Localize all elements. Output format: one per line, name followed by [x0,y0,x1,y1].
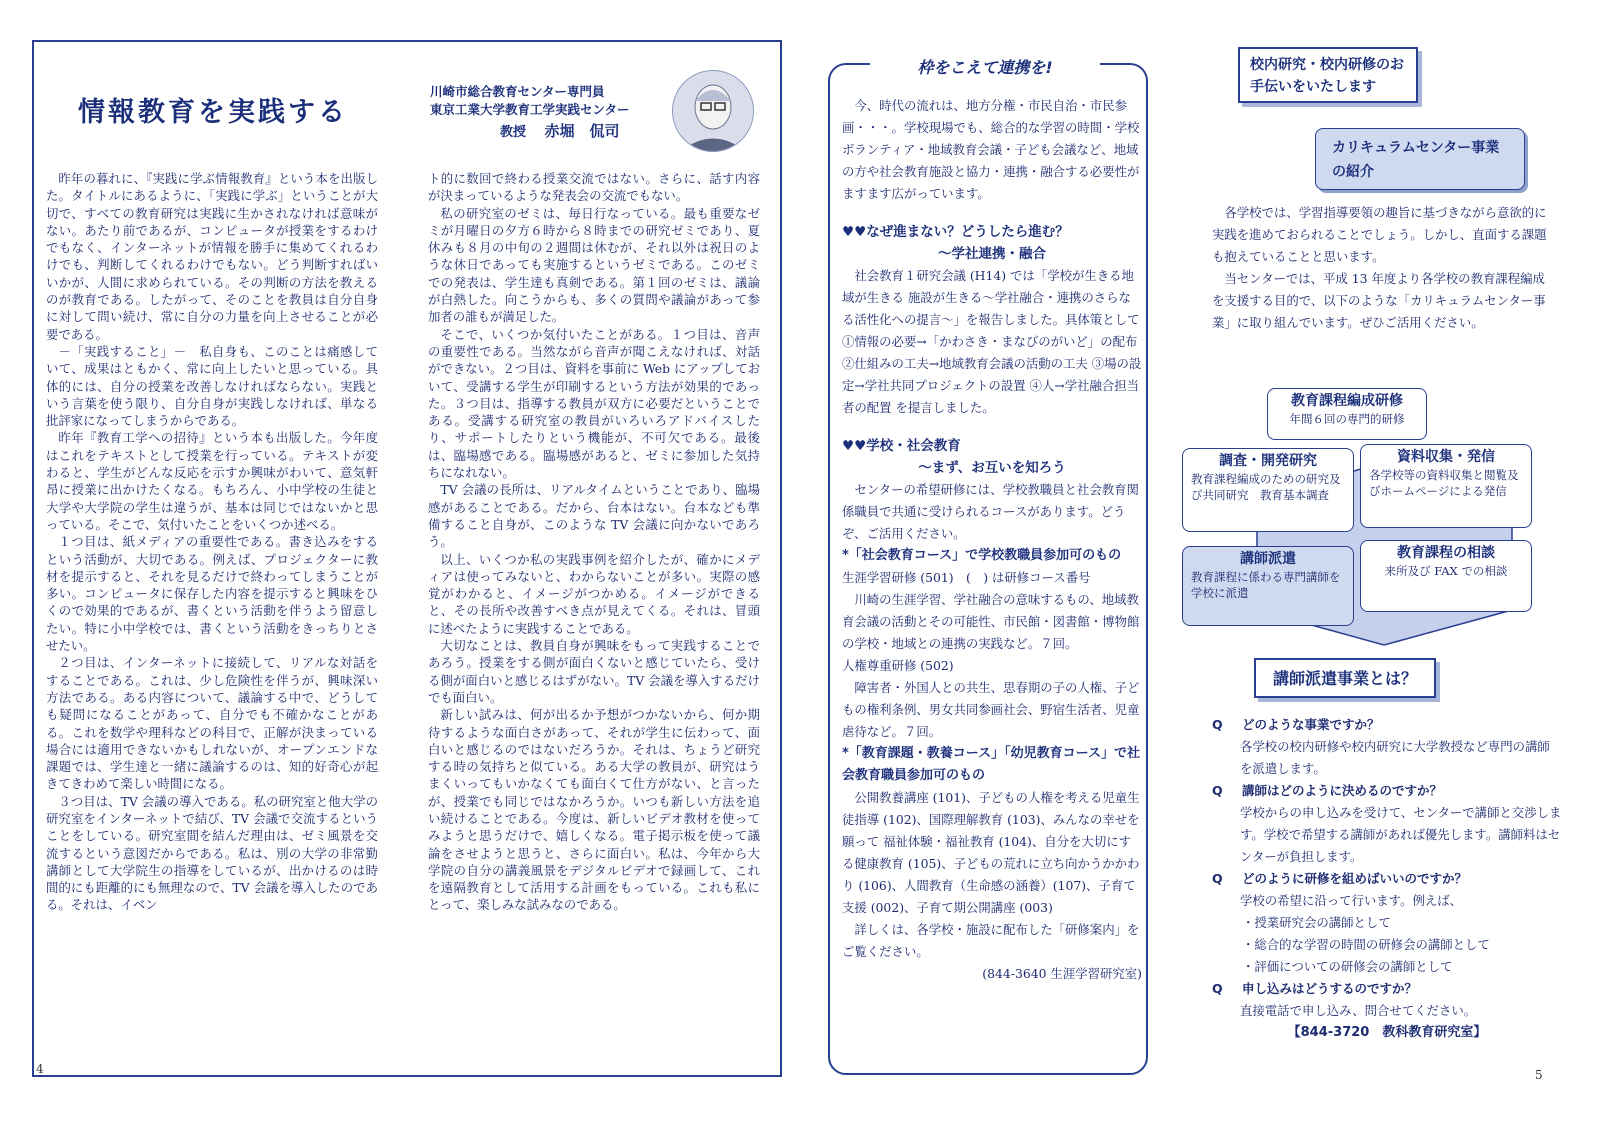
diagram-node-lecturer-dispatch [1182,546,1354,626]
author-name: 赤堀 侃司 [544,122,620,140]
answer-3: 学校の希望に沿って行います。例えば、 [1240,893,1463,908]
collaboration-intro: 今、時代の流れは、地方分権・市民自治・市民参画・・・。学校現場でも、総合的な学習の時間・学校ボランティア・地域教育会議・子ども会議など、地域の方や社会教育施設と協力・連携・融合する必要性がますます広がっています。 [842,98,1140,201]
author-affiliation-2: 東京工業大学教育工学実践センター [430,102,630,117]
bullet-item: ・授業研究会の講師として [1242,915,1391,930]
author-line [500,120,620,141]
course-group2-body: 公開教養講座 (101)、子どもの人権を考える児童生徒指導 (102)、国際理解教育 (103)、みんなの幸せを願って 福祉体験・福祉教育 (104)、自分を大切にする健康教育 (105)、子どもの荒れに立ち向かうかかわり (106)、人間教育（生命感の涵養）(107)、子育て支援 (002)、子育て期公開講座 (003) [842,790,1140,915]
collaboration-content [842,95,1142,985]
author-photo [672,70,754,152]
answer-1: 各学校の校内研修や校内研究に大学教授など専門の講師を派遣します。 [1240,739,1550,776]
node-title: 資料収集・発信 [1397,449,1495,465]
curriculum-para-2: 当センターでは、平成 13 年度より各学校の教育課程編成を支援する目的で、以下のような「カリキュラムセンター事業」に取り組んでいます。ぜひご活用ください。 [1212,271,1546,330]
lifelong-learning-contact: (844-3640 生涯学習研究室) [982,966,1142,981]
collaboration-heading: 枠をこえて連携を! [870,55,1100,79]
diagram-node-research [1182,448,1354,532]
page-number-right: 5 [1535,1068,1543,1082]
question-text: 講師はどのように決めるのですか？ [1242,783,1443,798]
article-paragraph: 以上、いくつか私の実践事例を紹介したが、確かにメディアは使ってみないと、わからないことが多い。実際の感覚がわかると、イメージがつかめる。イメージができると、その長所や改善すべき点が見えてくる。それは、冒頭に述べたように実践することである。 [428,551,760,636]
dispatch-qa [1212,714,1562,1044]
answer-2: 学校からの申し込みを受けて、センターで講師と交渉します。学校で希望する講師があれば優先します。講師料はセンターが負担します。 [1240,805,1562,864]
node-body: 教育課程に係わる専門講師を学校に派遣 [1191,570,1341,600]
article-paragraph: －「実践すること」－ 私自身も、このことは痛感していて、成果はともかく、常に向上したいと思っている。具体的には、自分の授業を改善しなければならない。実践という言葉を使う限り、自分自身が実践しなければ、単なる批評家になってしまうからである。 [46,343,378,429]
question-4 [1212,978,1562,1000]
node-title: 教育課程の相談 [1397,545,1495,561]
article-column-2 [428,170,760,914]
course-group2-title: *「教育課題・教養コース」「幼児教育コース」で社会教育職員参加可のもの [842,746,1140,783]
author-affiliation-1: 川崎市総合教育センター専門員 [430,84,605,99]
course2-line: 人権尊重研修 (502) [842,658,954,673]
section1-title: ♥♥なぜ進まない？どうしたら進む？ [842,224,1069,240]
article-paragraph: 新しい試みは、何が出るか予想がつかないから、何か期待するような面白さがあって、それが学生に伝わって、面白いと感じるのではないだろうか。それは、ちょうど研究する時の気持ちと似ている。ある大学の教員が、研究はうまくいってもいかなくても面白くて仕方がない、と言ったが、授業でも同じではなかろうか。いつも新しい方法を追い続けることである。今度は、新しいビデオ教材を使ってみようと思うだけで、嬉しくなる。電子掲示板を使って議論をさせようと思うと、さらに面白い。私は、今年から大学院の自分の講義風景をデジタルビデオで録画して、これを遠隔教育として活用する計画をもっている。これも私にとって、楽しみな試みなのである。 [428,707,760,913]
node-body: 来所及び FAX での相談 [1384,564,1508,578]
question-2 [1212,780,1562,802]
article-paragraph: TV 会議の長所は、リアルタイムということであり、臨場感があることである。だから、台本はない。台本なども準備すること自身が、このような TV 会議に向かないであろう。 [428,482,760,550]
section1-subtitle: ～学社連携・融合 [938,246,1046,262]
article-paragraph: 私の研究室のゼミは、毎日行なっている。最も重要なゼミが月曜日の夕方６時から８時までの研究ゼミであり、夏休みも８月の中旬の２週間は休むが、それ以外は祝日のような休日であっても実施するというゼミである。このゼミでの発表は、学生達も真剣である。第１回のゼミは、議論が白熱した。向こうからも、多くの質問や議論があって参加者の誰もが満足した。 [428,205,760,325]
section2-title: ♥♥学校・社会教育 [842,438,961,454]
section2-subtitle: ～まず、お互いを知ろう [918,460,1066,476]
article-paragraph: ト的に数回で終わる授業交流ではない。さらに、話す内容が決まっているような発表会の交流でもない。 [428,171,760,204]
q-mark: Q [1212,981,1223,996]
answer-4: 直接電話で申し込み、問合せてください。 [1240,1003,1477,1018]
article-paragraph: そこで、いくつか気付いたことがある。１つ目は、音声の重要性である。当然ながら音声が聞こえなければ、対話ができない。２つ目は、資料を事前に Web にアップしておいて、受講する学生が印刷するという方法が効果的であった。３つ目は、指導する教員が双方に必要だということである。受講する研究室の教員がいろいろアドバイスしたり、サポートしたりという機能が、不可欠である。最後は、臨場感である。臨場感があると、ゼミに参加した気持ちになれない。 [428,326,760,481]
node-body: 各学校等の資料収集と閲覧及びホームページによる発信 [1369,468,1519,498]
node-title: 講師派遣 [1240,551,1296,567]
author-position: 教授 [500,125,527,140]
q-mark: Q [1212,783,1223,798]
question-1 [1212,714,1562,736]
question-3 [1212,868,1562,890]
q-mark: Q [1212,871,1223,886]
node-title: 調査・開発研究 [1219,453,1317,469]
diagram-node-consultation [1360,540,1532,612]
diagram-node-materials [1360,444,1532,528]
curriculum-center-label: カリキュラムセンター事業の紹介 [1315,128,1525,190]
bullet-item: ・評価についての研修会の講師として [1242,959,1453,974]
article-paragraph: 昨年の暮れに、『実践に学ぶ情報教育』という本を出版した。タイトルにあるように、「実践に学ぶ」ということが大切で、すべての教育研究は実践に生かされなければ意味がない。あたり前であるが、コンピュータが授業をするわけでもなく、インターネットが情報を勝手に集めてくれるわけでも、判断してくれるわけでもない。どう判断すればいいかが、人間に求められている。その判断の方法を教えるのが教育である。したがって、そのことを教員は自分自身に対して問い続け、常に自分の力量を向上させることが必要である。 [46,171,378,342]
diagram-node-curriculum-training [1267,388,1427,440]
article-title: 情報教育を実践する [78,97,348,128]
section1-body: 社会教育１研究会議 (H14) では「学校が生きる地域が生きる 施設が生きる～学社融合・連携のさらなる活性化への提言～」を報告しました。具体策として ①情報の必要→「かわさき・まなびのがいど」の配布 ②仕組みの工夫→地域教育会議の活動の工夫 ③場の設定→学社共同プロジェクトの設置 ④人→学社融合担当者の配置 を提言しました。 [842,268,1142,415]
article-paragraph: １つ目は、紙メディアの重要性である。書き込みをするという活動が、大切である。例えば、プロジェクターに教材を提示すると、それを見るだけで終わってしまうことが多い。コンピュータに保存した内容を提示すると興味をひくので効果的であるが、書くという活動を伴うよう留意したい。特に小中学校では、書くという活動をきっちりとさせたい。 [46,534,378,654]
section2-body: センターの希望研修には、学校教職員と社会教育関係職員で共通に受けられるコースがあります。どうぞ、ご活用ください。 [842,482,1139,541]
course1-line: 生涯学習研修 (501) ( ) は研修コース番号 [842,570,1091,585]
course1-description: 川崎の生涯学習、学社融合の意味するもの、地域教育会議の活動とその可能性、市民館・図書館・博物館の学校・地域との連携の実践など。７回。 [842,592,1140,651]
question-text: どのように研修を組めばいいのですか？ [1242,871,1468,886]
course1-title: *「社会教育コース」で学校教職員参加可のもの [842,548,1122,563]
node-body: 年間６回の専門的研修 [1289,412,1405,426]
support-tagline: 校内研究・校内研修のお手伝いをいたします [1238,47,1418,103]
curriculum-intro [1212,202,1552,334]
question-text: 申し込みはどうするのですか？ [1242,981,1418,996]
article-paragraph: ２つ目は、インターネットに接続して、リアルな対話をすることである。これは、少し危険性を伴うが、興味深い方法である。ある内容について、議論する中で、どうしても疑問になることがあって、自分でも不確かなことがある。これを数学や理科などの科目で、正解が決まっている場合には適用できないかもしれないが、オープンエンドな課題では、学生達と一緒に議論するのは、知的好奇心が起きてきわめて楽しい時間になる。 [46,655,378,792]
curriculum-para-1: 各学校では、学習指導要領の趣旨に基づきながら意欲的に実践を進めておられることでしょう。しかし、直面する課題も抱えていることと思います。 [1212,205,1547,264]
bullet-item: ・総合的な学習の時間の研修会の講師として [1242,937,1490,952]
article-paragraph: ３つ目は、TV 会議の導入である。私の研究室と他大学の研究室をインターネットで結び、TV 会議で交流するということをしている。研究室間を結んだ理由は、ゼミ風景を交流するという意図だからである。私は、別の大学の非常勤講師として大学院生の指導をしているが、出かけるのは時間的にも距離的にも無理なので、TV 会議を導入したのである。それは、イベン [46,793,378,913]
node-title: 教育課程編成研修 [1291,393,1403,409]
dispatch-qa-title: 講師派遣事業とは？ [1254,658,1436,698]
q-mark: Q [1212,717,1223,732]
curriculum-contact: 【844-3720 教科教育研究室】 [1287,1025,1487,1040]
article-column-1 [46,170,378,914]
node-body: 教育課程編成のための研究及び共同研究 教育基本調査 [1191,472,1341,502]
course2-description: 障害者・外国人との共生、思春期の子の人権、子どもの権利条例、男女共同参画社会、野宿生活者、児童虐待など。７回。 [842,680,1140,739]
article-paragraph: 大切なことは、教員自身が興味をもって実践することであろう。授業をする側が面白くないと感じていたら、受ける側が面白いと感じるはずがない。TV 会議を導入するだけでも面白い。 [428,638,760,705]
article-paragraph: 昨年『教育工学への招待』という本も出版した。今年度はこれをテキストとして授業を行っている。テキストが変わると、学生がどんな反応を示すか興味がわいて、意気軒昂に授業に出かけたくなる。もちろん、小中学校の生徒と大学や大学院の学生は違うが、基本は同じではないかと思っている。そこで、気付いたことをいくつか述べる。 [46,430,378,532]
closing-text: 詳しくは、各学校・施設に配布した「研修案内」をご覧ください。 [842,922,1140,959]
page-number-left: 4 [36,1062,44,1076]
question-text: どのような事業ですか？ [1242,717,1380,732]
